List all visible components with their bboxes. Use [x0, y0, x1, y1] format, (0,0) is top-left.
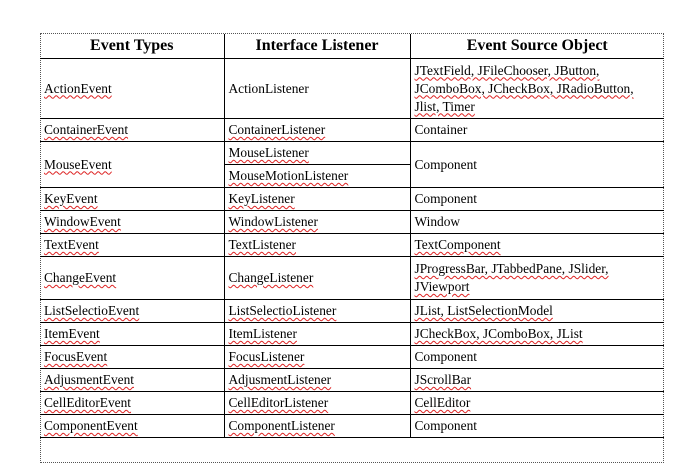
source-cell: TextComponent: [410, 234, 664, 257]
table-row: [40, 369, 664, 392]
event-type-cell: ChangeEvent: [40, 257, 224, 300]
event-type-cell: ContainerEvent: [40, 119, 224, 142]
event-type-cell: ItemEvent: [40, 323, 224, 346]
table-row: [40, 392, 664, 415]
source-cell: Component: [410, 415, 664, 438]
listener-cell: ComponentListener: [224, 415, 410, 438]
event-type-cell: ActionEvent: [40, 59, 224, 119]
listener-cell: TextListener: [224, 234, 410, 257]
table-row: [40, 211, 664, 234]
listener-cell: AdjusmentListener: [224, 369, 410, 392]
source-cell: Component: [410, 188, 664, 211]
listener-cell: ContainerListener: [224, 119, 410, 142]
listener-cell: MouseMotionListener: [224, 165, 410, 188]
event-type-cell: AdjusmentEvent: [40, 369, 224, 392]
event-type-cell: TextEvent: [40, 234, 224, 257]
table-row: [40, 323, 664, 346]
event-type-cell: ComponentEvent: [40, 415, 224, 438]
event-type-cell: CellEditorEvent: [40, 392, 224, 415]
header-event-source-object: Event Source Object: [410, 34, 664, 59]
source-cell: Window: [410, 211, 664, 234]
source-cell: JList, ListSelectionModel: [410, 300, 664, 323]
listener-cell: CellEditorListener: [224, 392, 410, 415]
table-row: [40, 188, 664, 211]
listener-cell: ItemListener: [224, 323, 410, 346]
source-cell: JCheckBox, JComboBox, JList: [410, 323, 664, 346]
source-cell: JScrollBar: [410, 369, 664, 392]
source-cell: JTextField, JFileChooser, JButton, JComboBox, JCheckBox, JRadioButton, Jlist, Timer: [410, 59, 664, 119]
listener-cell: ListSelectioListener: [224, 300, 410, 323]
event-type-cell: ListSelectioEvent: [40, 300, 224, 323]
table-row: [40, 346, 664, 369]
source-cell: Container: [410, 119, 664, 142]
source-cell: JProgressBar, JTabbedPane, JSlider, JViewport: [410, 257, 664, 300]
table-row: [40, 119, 664, 142]
header-event-types: Event Types: [40, 34, 224, 59]
source-cell: Component: [410, 346, 664, 369]
source-cell: CellEditor: [410, 392, 664, 415]
listener-cell: KeyListener: [224, 188, 410, 211]
listener-cell: ActionListener: [224, 59, 410, 119]
table-row: [40, 234, 664, 257]
listener-cell: MouseListener: [224, 142, 410, 165]
event-type-cell: MouseEvent: [40, 142, 224, 188]
table-row: [40, 142, 664, 165]
table-row: [40, 415, 664, 438]
listener-cell: ChangeListener: [224, 257, 410, 300]
header-row: [40, 34, 664, 59]
table-row: [40, 300, 664, 323]
event-type-cell: KeyEvent: [40, 188, 224, 211]
table-row: [40, 59, 664, 119]
table-row: [40, 257, 664, 300]
header-interface-listener: Interface Listener: [224, 34, 410, 59]
event-type-cell: FocusEvent: [40, 346, 224, 369]
listener-cell: FocusListener: [224, 346, 410, 369]
listener-cell: WindowListener: [224, 211, 410, 234]
source-cell: Component: [410, 142, 664, 188]
event-listener-table: [40, 34, 664, 438]
event-type-cell: WindowEvent: [40, 211, 224, 234]
